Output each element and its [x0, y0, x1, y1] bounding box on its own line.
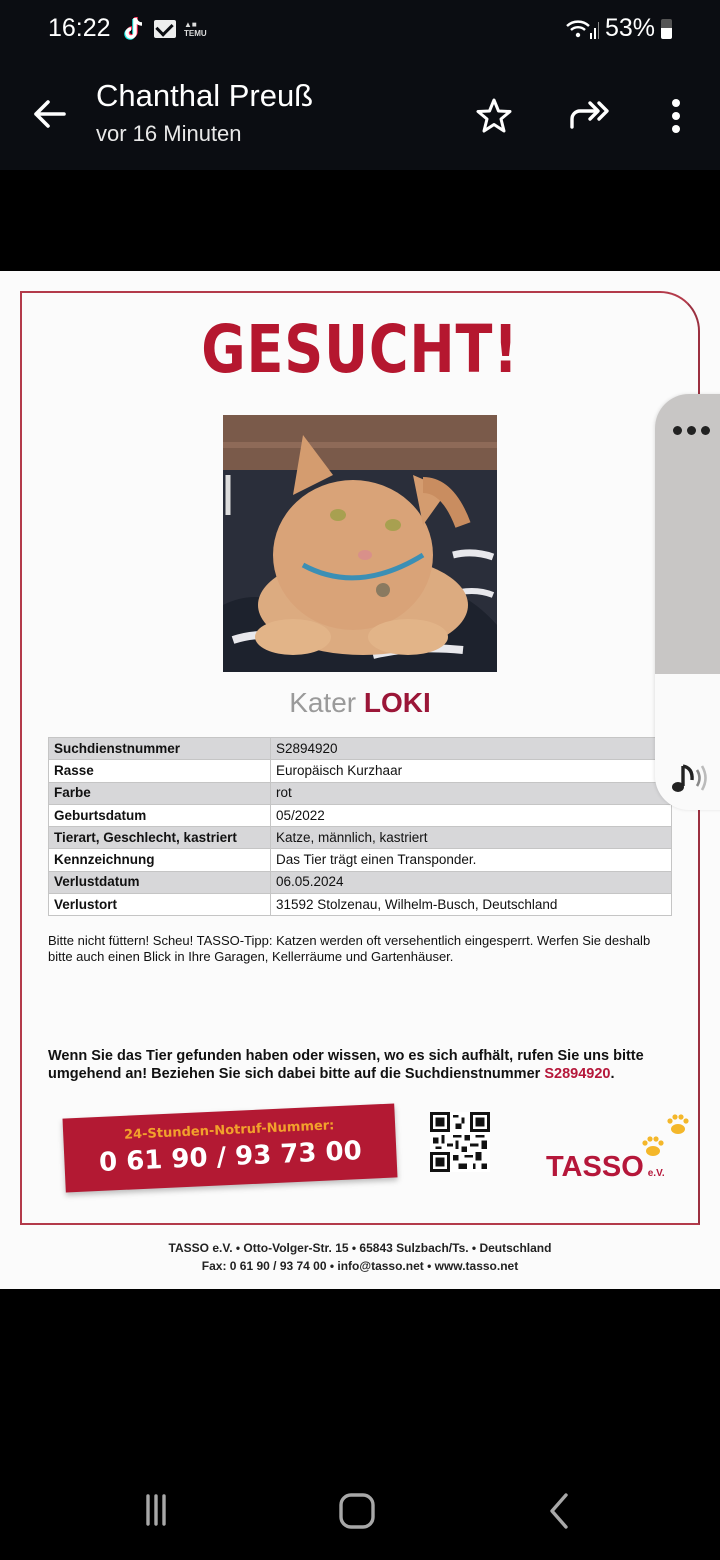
row-key: Verlustdatum	[49, 871, 271, 893]
poster-footer	[0, 1239, 720, 1275]
call-reference-number: S2894920	[544, 1066, 611, 1082]
edge-panel-top	[655, 394, 720, 674]
home-icon[interactable]	[327, 1490, 387, 1530]
battery-icon	[661, 19, 672, 39]
wifi-signal-icon	[565, 17, 599, 41]
pet-name: LOKI	[363, 687, 431, 718]
qr-code-icon	[430, 1112, 490, 1172]
status-time: 16:22	[48, 14, 111, 42]
system-nav-bar	[0, 1440, 720, 1560]
temu-label: TEMU	[184, 29, 207, 38]
call-to-action	[48, 1047, 688, 1083]
row-value: Katze, männlich, kastriert	[271, 827, 672, 849]
music-note-icon[interactable]	[667, 760, 711, 796]
conversation-subtitle: vor 16 Minuten	[96, 121, 242, 146]
row-value: 06.05.2024	[271, 871, 672, 893]
star-icon	[475, 97, 513, 135]
call-end: .	[610, 1066, 615, 1082]
row-key: Rasse	[49, 760, 271, 782]
forward-all-icon	[568, 97, 612, 135]
poster-note: Bitte nicht füttern! Scheu! TASSO-Tipp: Katzen werden oft versehentlich eingesperrt. Werfen Sie deshalb bitte auch einen Blick in Ihre Garagen, Kellerräume und Gartenhäuser.	[48, 933, 651, 964]
hotline-number: 0 61 90 / 93 73 00	[98, 1136, 363, 1178]
tasso-logo-group	[546, 1151, 665, 1183]
temu-icon: ▲■ TEMU	[184, 20, 207, 38]
pet-name-label	[0, 687, 720, 719]
row-value: rot	[271, 782, 672, 804]
forward-all-button[interactable]	[568, 94, 612, 138]
table-row	[49, 804, 672, 826]
table-row	[49, 827, 672, 849]
row-key: Tierart, Geschlecht, kastriert	[49, 827, 271, 849]
row-key: Farbe	[49, 782, 271, 804]
table-row	[49, 760, 672, 782]
top-bar	[0, 0, 720, 170]
back-icon[interactable]	[530, 1490, 590, 1530]
footer-contact: Fax: 0 61 90 / 93 74 00 • info@tasso.net • www.tasso.net	[201, 1259, 519, 1273]
row-value: Das Tier trägt einen Transponder.	[271, 849, 672, 871]
notification-icons	[124, 16, 207, 42]
more-horiz-icon[interactable]	[673, 426, 710, 435]
table-row	[49, 738, 672, 760]
row-value: 31592 Stolzenau, Wilhelm-Busch, Deutschland	[271, 894, 672, 916]
hotline-label: 24-Stunden-Notruf-Nummer:	[123, 1118, 335, 1143]
hotline-banner	[62, 1104, 397, 1193]
table-row	[49, 894, 672, 916]
more-options-button[interactable]	[654, 94, 698, 138]
table-row	[49, 782, 672, 804]
footer-address: TASSO e.V. • Otto-Volger-Str. 15 • 65843 Sulzbach/Ts. • Deutschland	[168, 1241, 552, 1255]
tasso-logo: TASSO	[546, 1151, 644, 1183]
pet-prefix: Kater	[289, 687, 357, 718]
tiktok-icon	[124, 16, 146, 42]
row-key: Kennzeichnung	[49, 849, 271, 871]
call-text: Wenn Sie das Tier gefunden haben oder wissen, wo es sich aufhält, rufen Sie uns bitte umgehend an! Beziehen Sie sich dabei bitte auf die Suchdienstnummer	[48, 1048, 644, 1082]
cat-photo	[223, 415, 497, 672]
mail-icon	[154, 20, 176, 38]
conversation-title: Chanthal Preuß	[96, 78, 314, 113]
row-value: S2894920	[271, 738, 672, 760]
poster-headline: GESUCHT!	[201, 311, 519, 388]
recent-apps-icon[interactable]	[126, 1490, 186, 1530]
row-value: 05/2022	[271, 804, 672, 826]
more-vert-icon	[670, 98, 682, 134]
status-right	[565, 14, 672, 43]
row-key: Suchdienstnummer	[49, 738, 271, 760]
table-row	[49, 849, 672, 871]
edge-panel-handle[interactable]	[655, 394, 720, 810]
row-key: Verlustort	[49, 894, 271, 916]
back-arrow-icon[interactable]	[30, 94, 70, 134]
tasso-logo-suffix: e.V.	[647, 1168, 665, 1179]
row-value: Europäisch Kurzhaar	[271, 760, 672, 782]
battery-percent: 53%	[604, 14, 655, 42]
pet-info-table	[48, 737, 672, 916]
table-row	[49, 871, 672, 893]
star-button[interactable]	[472, 94, 516, 138]
row-key: Geburtsdatum	[49, 804, 271, 826]
attachment-image[interactable]	[0, 271, 720, 1289]
